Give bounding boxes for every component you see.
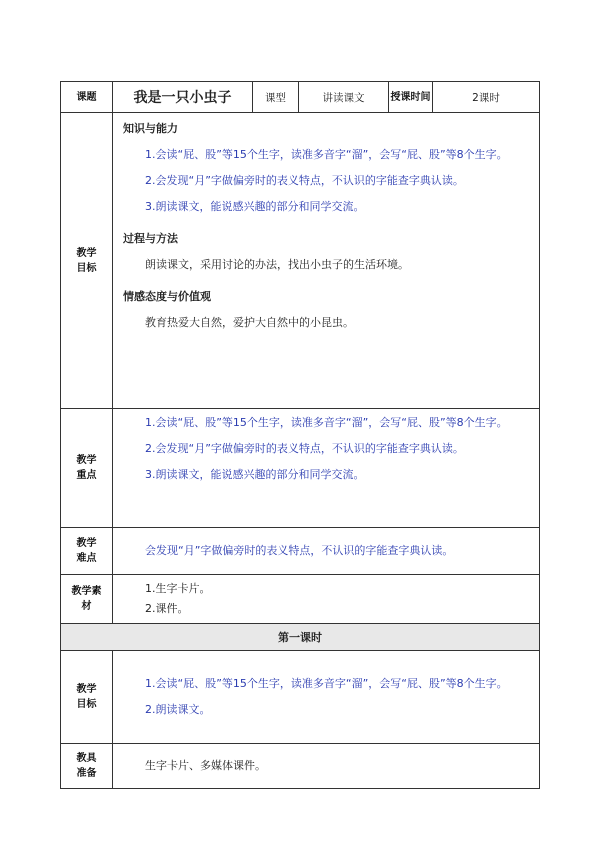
prep-content — [113, 744, 540, 789]
difficulty-content — [113, 528, 540, 575]
key-points-row — [61, 409, 540, 528]
key-point-1: 1.会读“屁、股”等15个生字，读准多音字“溜”，会写“屁、股”等8个生字。 — [145, 416, 508, 429]
prep-text: 生字卡片、多媒体课件。 — [145, 759, 266, 772]
material-item-2: 2.课件。 — [145, 602, 189, 615]
knowledge-title: 知识与能力 — [123, 122, 178, 135]
lesson-plan-table — [60, 81, 540, 789]
prep-row — [61, 744, 540, 789]
difficulty-row — [61, 528, 540, 575]
lesson-goals-label: 教学目标 — [61, 651, 113, 744]
emotion-text: 教育热爱大自然，爱护大自然中的小昆虫。 — [145, 316, 354, 329]
lesson-goal-1: 1.会读“屁、股”等15个生字，读准多音字“溜”，会写“屁、股”等8个生字。 — [145, 677, 508, 690]
lesson-goals-row — [61, 651, 540, 744]
materials-row — [61, 575, 540, 624]
time-label: 授课时间 — [389, 82, 433, 113]
hours-value: 2课时 — [433, 82, 540, 113]
lesson-title: 第一课时 — [61, 624, 540, 651]
process-title: 过程与方法 — [123, 232, 178, 245]
key-point-3: 3.朗读课文，能说感兴趣的部分和同学交流。 — [145, 468, 365, 481]
lesson-heading-row — [61, 624, 540, 651]
key-points-label: 教学重点 — [61, 409, 113, 528]
difficulty-text: 会发现“月”字做偏旁时的表义特点，不认识的字能查字典认读。 — [145, 544, 454, 557]
key-points-content — [113, 409, 540, 528]
emotion-title: 情感态度与价值观 — [123, 290, 211, 303]
type-value: 讲读课文 — [299, 82, 389, 113]
type-label: 课型 — [253, 82, 299, 113]
topic-label: 课题 — [61, 82, 113, 113]
topic-value: 我是一只小虫子 — [113, 82, 253, 113]
process-text: 朗读课文，采用讨论的办法，找出小虫子的生活环境。 — [145, 258, 409, 271]
header-row — [61, 82, 540, 113]
knowledge-item-2: 2.会发现“月”字做偏旁时的表义特点，不认识的字能查字典认读。 — [145, 174, 464, 187]
lesson-goal-2: 2.朗读课文。 — [145, 703, 211, 716]
lesson-plan-sheet — [60, 81, 539, 789]
key-point-2: 2.会发现“月”字做偏旁时的表义特点，不认识的字能查字典认读。 — [145, 442, 464, 455]
material-item-1: 1.生字卡片。 — [145, 582, 211, 595]
prep-label: 教具准备 — [61, 744, 113, 789]
difficulty-label: 教学难点 — [61, 528, 113, 575]
knowledge-item-3: 3.朗读课文，能说感兴趣的部分和同学交流。 — [145, 200, 365, 213]
goals-content — [113, 113, 540, 409]
materials-content — [113, 575, 540, 624]
materials-label: 教学素材 — [61, 575, 113, 624]
knowledge-item-1: 1.会读“屁、股”等15个生字，读准多音字“溜”，会写“屁、股”等8个生字。 — [145, 148, 508, 161]
lesson-goals-content — [113, 651, 540, 744]
goals-label: 教学目标 — [61, 113, 113, 409]
goals-row — [61, 113, 540, 409]
